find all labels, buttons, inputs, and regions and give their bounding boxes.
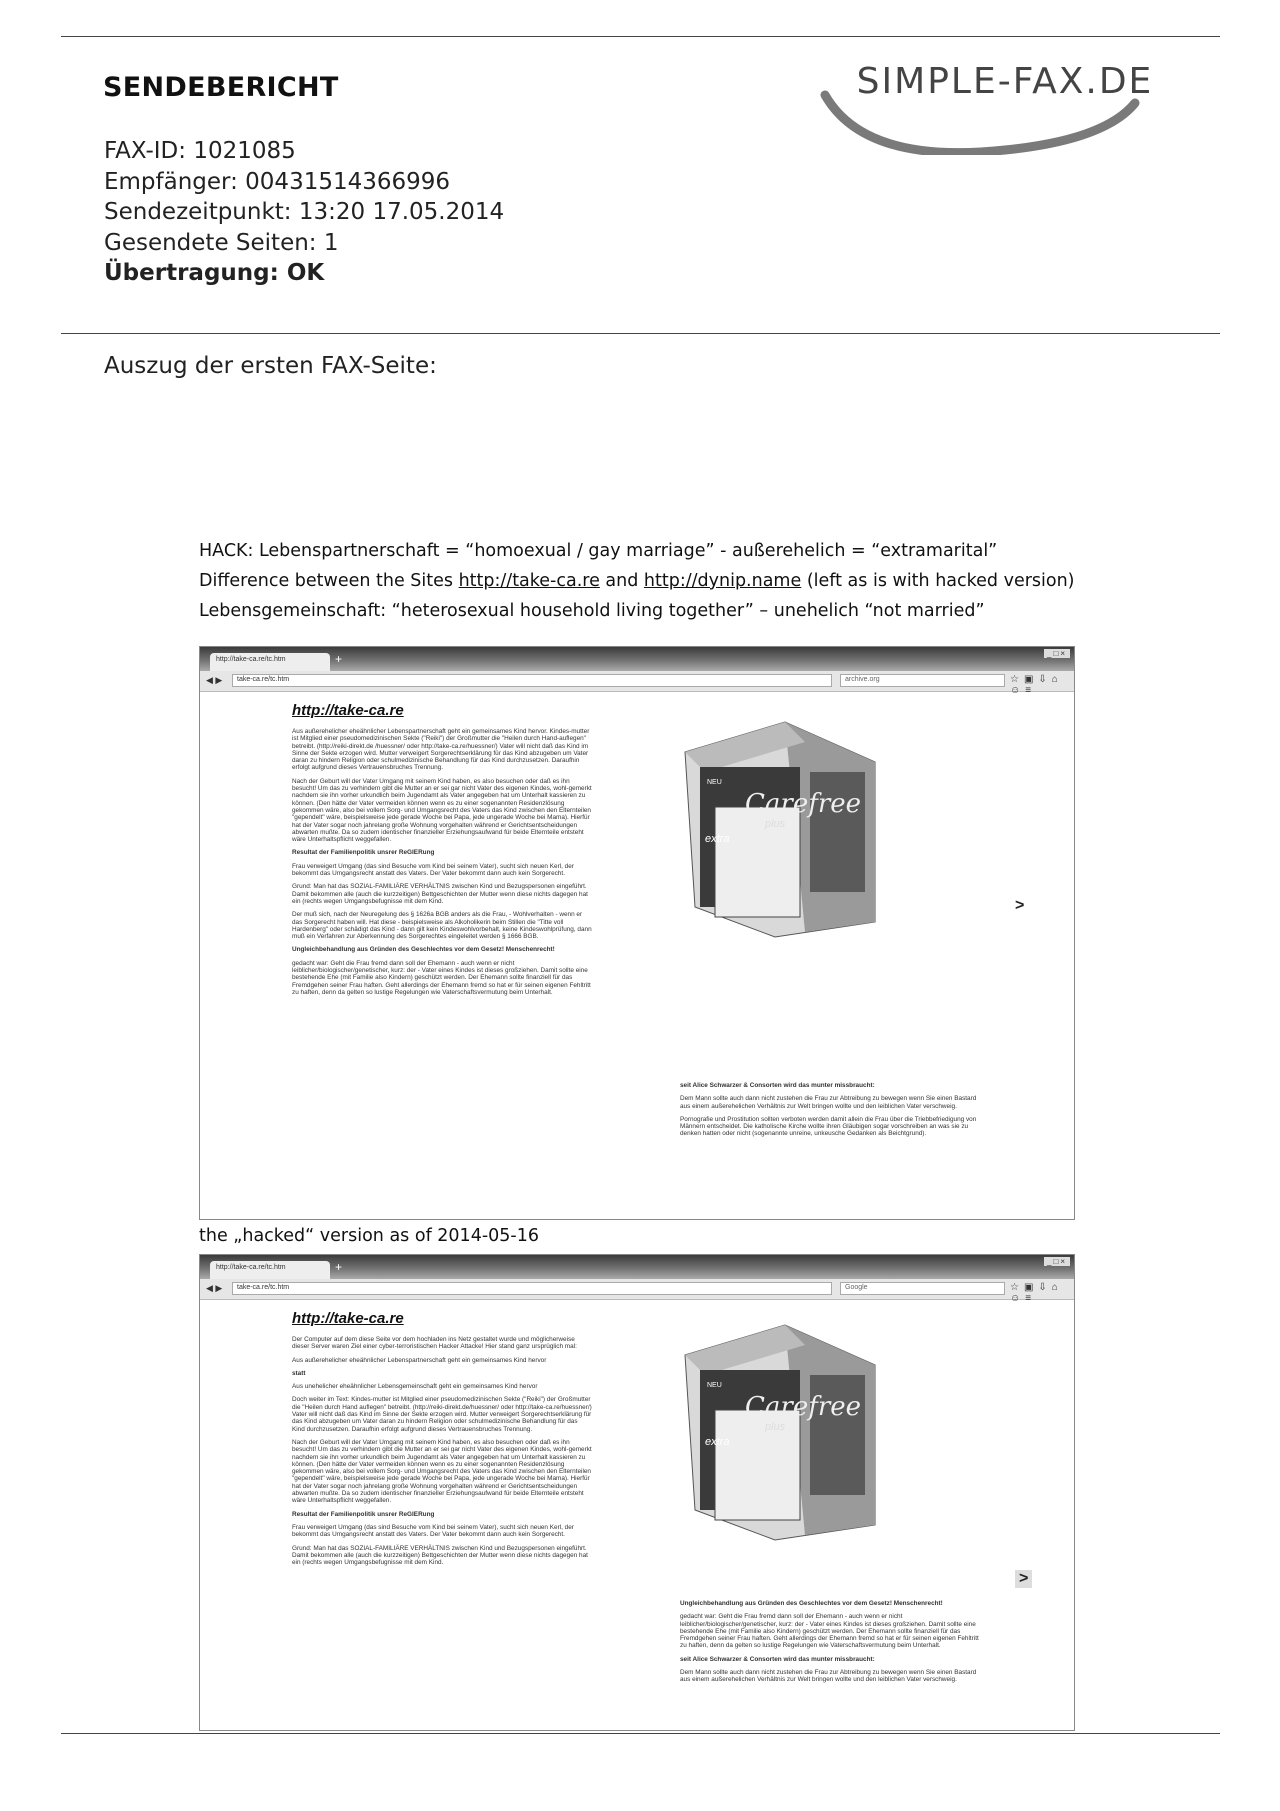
paragraph: Frau verweigert Umgang (das sind Besuche vom Kind bei seinem Vater), sucht sich neuen Kerl, der bekommt das Umgangsrecht anstatt des Vaters. Der Vater bekommt dann auch kein Sorgerecht. xyxy=(292,862,574,878)
fax-meta xyxy=(104,136,504,289)
window-controls[interactable]: _□× xyxy=(1044,649,1070,658)
paragraph: Resultat der Familienpolitik unsrer ReGIERung xyxy=(292,1510,435,1518)
right-column xyxy=(680,1600,980,1690)
toolbar-icons[interactable]: ☆▣⇩⌂☺≡ xyxy=(1010,674,1063,696)
paragraph: seit Alice Schwarzer & Consorten wird das munter missbraucht: xyxy=(680,1082,875,1089)
url-bar xyxy=(200,1279,1074,1304)
paragraph: Doch weiter im Text: Kindes-mutter ist Mitglied einer pseudomedizinischen Sekte ("Reiki") der Großmutter die "Heilen durch Hand auflegen" betreibt. (http://reiki-direkt.de/huessner/ oder http://take-ca.re/huessner/) Vater will nicht daß das Kind im Sinne der Sekte erzogen wird. Mutter verweigert Sorgerechtserklärung für das Kind abzugeben um Vater daran zu hindern Religion oder schulmedizinische Behandlung für das Kind durchzusetzen. Daraufhin erfolgt aufgrund dieses Vertrauensbruches Trennung. xyxy=(292,1396,592,1433)
browser-tab[interactable]: http://take-ca.re/tc.htm xyxy=(210,1261,330,1279)
hack-notes xyxy=(199,536,1075,626)
paragraph: Grund: Man hat das SOZIAL-FAMILIÄRE VERHÄLTNIS zwischen Kind und Bezugspersonen eingeführt. Damit bekommen alle (auch die kurzzeitigen) Bettgeschichten der Mutter wenn diese nichts dagegen hat ein (rechts wegen Umgangsbefugnisse mit dem Kind. xyxy=(292,883,588,905)
carefree-box-image xyxy=(675,712,915,942)
paragraph: Ungleichbehandlung aus Gründen des Geschlechtes vor dem Gesetz! Menschenrecht! xyxy=(680,1600,943,1607)
back-forward-icon[interactable]: ◀ ▶ xyxy=(206,1283,223,1293)
note-line-1: HACK: Lebenspartnerschaft = “homoexual / gay marriage” - außerehelich = “extramarital” xyxy=(199,541,998,561)
paragraph: seit Alice Schwarzer & Consorten wird das munter missbraucht: xyxy=(680,1655,875,1663)
site-title[interactable]: http://take-ca.re xyxy=(292,702,404,719)
paragraph: Aus außerehelicher eheähnlicher Lebenspartnerschaft geht ein gemeinsames Kind hervor. Kindes-mutter ist Mitglied einer pseudomedizinischen Sekte ("Reiki") der Großmutter die "Heilen durch Hand-auflegen" betreibt. (http://reiki-direkt.de /huessner/ oder http://take-ca.re/huessner/) Vater will nicht daß das Kind im Sinne der Sekte erzogen wird. Mutter verweigert Sorgerechtserklärung für das Kind abzugeben um Vater daran zu hindern Religion oder schulmedizinische Behandlung für das Kind durchzusetzen. Daraufhin erfolgt aufgrund dieses Vertrauensbruches Trennung. xyxy=(292,728,590,772)
svg-text:NEU: NEU xyxy=(707,1382,722,1389)
address-field[interactable]: take-ca.re/tc.htm xyxy=(232,1282,832,1295)
right-column xyxy=(680,1082,980,1144)
page-content xyxy=(200,1300,1074,1730)
browser-tab[interactable]: http://take-ca.re/tc.htm xyxy=(210,653,330,671)
paragraph: statt xyxy=(292,1369,306,1377)
tab-bar xyxy=(200,1255,1074,1279)
paragraph: Aus außerehelicher eheähnlicher Lebenspartnerschaft geht ein gemeinsames Kind hervor xyxy=(292,1356,547,1364)
svg-text:Carefree: Carefree xyxy=(745,1392,862,1422)
send-time: Sendezeitpunkt: 13:20 17.05.2014 xyxy=(104,199,505,225)
page-content xyxy=(200,692,1074,1217)
carefree-box-image xyxy=(675,1315,915,1545)
fax-id: FAX-ID: 1021085 xyxy=(104,138,296,164)
search-field[interactable]: archive.org xyxy=(840,674,1005,687)
paragraph: Resultat der Familienpolitik unsrer ReGIERung xyxy=(292,849,435,857)
search-field[interactable]: Google xyxy=(840,1282,1005,1295)
paragraph: Ungleichbehandlung aus Gründen des Geschlechtes vor dem Gesetz! Menschenrecht! xyxy=(292,946,555,954)
svg-text:plus: plus xyxy=(765,818,786,830)
paragraph: Dem Mann sollte auch dann nicht zustehen die Frau zur Abtreibung zu bewegen wenn Sie einen Bastard aus einem außerehelichen Verhältnis zur Welt bringen wollte und den leiblichen Vater verschweig. xyxy=(680,1669,977,1684)
simple-fax-logo xyxy=(805,55,1205,155)
paragraph: Nach der Geburt will der Vater Umgang mit seinem Kind haben, es also besuchen oder daß es ihn besucht! Um das zu verhindern gibt die Mutter an er sei gar nicht Vater des eigenen Kindes, wohl-gemerkt nachdem sie ihn vorher urkundlich beim Jugendamt als Vater angegeben hat um Unterhalt kassieren zu können. (Den hätte der Vater vermeiden können wenn es zu einer sogenannten Residenzlösung gekommen wäre, also bei vollem Sorg- und Umgangsrecht des Vaters das Kind zwischen den Elternteilen "gependelt" wäre, beispielsweise jede gerade Woche bei Papa, jede ungerade Woche bei Mama). Hierfür hat der Vater sogar noch jahrelang große Wohnung vorgehalten während er Gerichtsentscheidungen abwarten mußte. Da so zudem identischer finanzieller Erziehungsaufwand für beide Elternteile entsteht wäre Unterhaltspflicht weggefallen. xyxy=(292,1438,592,1505)
paragraph: Nach der Geburt will der Vater Umgang mit seinem Kind haben, es also besuchen oder daß es ihn besucht! Um das zu verhindern gibt die Mutter an er sei gar nicht Vater des eigenen Kindes, wohl-gemerkt nachdem sie ihn vorher urkundlich beim Jugendamt als Vater angegeben hat um Unterhalt kassieren zu können. (Den hätte der Vater vermeiden können wenn es zu einer sogenannten Residenzlösung gekommen wäre, also bei vollem Sorg- und Umgangsrecht des Vaters das Kind zwischen den Elternteilen "gependelt" wäre, beispielsweise jede gerade Woche bei Papa, jede ungerade Woche bei Mama). Hierfür hat der Vater sogar noch jahrelang große Wohnung vorgehalten während er Gerichtsentscheidungen abwarten mußte. Da so zudem identischer finanzieller Erziehungsaufwand für beide Elternteile entsteht wäre Unterhaltspflicht weggefallen. xyxy=(292,777,592,844)
next-arrow[interactable]: > xyxy=(1015,897,1025,914)
next-arrow[interactable]: > xyxy=(1015,1570,1032,1588)
window-controls[interactable]: _□× xyxy=(1044,1257,1070,1266)
paragraph: Frau verweigert Umgang (das sind Besuche vom Kind bei seinem Vater), sucht sich neuen Kerl, der bekommt das Umgangsrecht anstatt des Vaters. Der Vater bekommt dann auch kein Sorgerecht. xyxy=(292,1523,574,1539)
report-title: SENDEBERICHT xyxy=(103,72,339,103)
url-bar xyxy=(200,671,1074,696)
site-title[interactable]: http://take-ca.re xyxy=(292,1310,404,1327)
excerpt-label: Auszug der ersten FAX-Seite: xyxy=(104,353,437,379)
note-line-2: Difference between the Sites http://take-ca.re and http://dynip.name (left as is with hacked version) xyxy=(199,571,1075,591)
svg-text:extra: extra xyxy=(705,1436,730,1448)
browser-screenshot-hacked xyxy=(199,1254,1075,1731)
left-column xyxy=(292,1336,592,1572)
recipient: Empfänger: 00431514366996 xyxy=(104,168,451,195)
svg-text:plus: plus xyxy=(765,1421,786,1433)
logo-text: SIMPLE-FAX.DE xyxy=(856,61,1154,102)
note-line-3: Lebensgemeinschaft: “heterosexual household living together” – unehelich “not married” xyxy=(199,601,985,621)
back-forward-icon[interactable]: ◀ ▶ xyxy=(206,675,223,685)
svg-text:extra: extra xyxy=(705,833,730,845)
paragraph: Grund: Man hat das SOZIAL-FAMILIÄRE VERHÄLTNIS zwischen Kind und Bezugspersonen eingeführt. Damit bekommen alle (auch die kurzzeitigen) Bettgeschichten der Mutter wenn diese nichts dagegen hat ein (rechts wegen Umgangsbefugnisse mit dem Kind. xyxy=(292,1544,588,1567)
browser-screenshot-original xyxy=(199,646,1075,1220)
link-take-ca-re[interactable]: http://take-ca.re xyxy=(458,571,600,591)
tab-bar xyxy=(200,647,1074,671)
pages-sent: Gesendete Seiten: 1 xyxy=(104,229,339,256)
paragraph: Dem Mann sollte auch dann nicht zustehen die Frau zur Abtreibung zu bewegen wenn Sie einen Bastard aus einem außerehelichen Verhältnis zur Welt bringen wollte und den leiblichen Vater verschweig. xyxy=(680,1095,977,1110)
top-rule xyxy=(61,36,1220,37)
new-tab-icon[interactable]: + xyxy=(335,1260,343,1274)
svg-text:Carefree: Carefree xyxy=(745,789,862,819)
paragraph: gedacht war: Geht die Frau fremd dann soll der Ehemann - auch wenn er nicht leiblicher/biologischer/genetischer, kurz: der - Vater eines Kindes ist dieses großziehen. Damit sollte eine bestehende Ehe (mit Familie also Kindern) geschützt werden. Der Ehemann sollte finanziell für das Fremdgehen seiner Frau haften. Geht allerdings der Ehemann fremd so hat er für seinen eigenen Fehltritt zu haften, denn da gelten so lustige Regelungen wie Vaterschaftsvermutung beim Unterhalt. xyxy=(292,959,591,996)
bottom-rule xyxy=(61,1733,1220,1734)
toolbar-icons[interactable]: ☆▣⇩⌂☺≡ xyxy=(1010,1282,1063,1304)
paragraph: gedacht war: Geht die Frau fremd dann soll der Ehemann - auch wenn er nicht leiblicher/biologischer/genetischer, kurz: der - Vater eines Kindes ist dieses großziehen. Damit sollte eine bestehende Ehe (mit Familie also Kindern) geschützt werden. Der Ehemann sollte finanziell für das Fremdgehen seiner Frau haften. Geht allerdings der Ehemann fremd so hat er für seinen eigenen Fehltritt zu haften, denn da gelten so lustige Regelungen wie Vaterschaftsvermutung beim Unterhalt. xyxy=(680,1613,979,1650)
paragraph: Der Computer auf dem diese Seite vor dem hochladen ins Netz gestaltet wurde und möglicherweise dieser Server waren Ziel einer cyber-terroristischen Hacker Attacke! Hier stand ganz ursprüglich mal: xyxy=(292,1336,577,1351)
left-column xyxy=(292,728,592,1002)
link-dynip-name[interactable]: http://dynip.name xyxy=(643,571,802,591)
paragraph: Aus unehelicher eheähnlicher Lebensgemeinschaft geht ein gemeinsames Kind hervor xyxy=(292,1383,538,1391)
paragraph: Der muß sich, nach der Neuregelung des § 1626a BGB anders als die Frau, - Wohlverhalten - wenn er das Sorgerecht haben will. Hat diese - beispielsweise als Alkoholikerin beim Stillen die "Titte voll Hardenberg" oder schädigt das Kind - dann gilt kein Kindeswohlvorbehalt, keine Kindeswohlprüfung, dann muß ein Verfahren zur Aberkennung des Sorgerechtes eingeleitet werden § 1666 BGB. xyxy=(292,911,592,941)
transmission-status: Übertragung: OK xyxy=(104,260,325,286)
paragraph: Pornografie und Prostitution sollten verboten werden damit allein die Frau über die Triebbefriedigung von Männern entscheidet. Die katholische Kirche wollte ihren Gläubigen sogar vorschreiben an was sie zu denken hatten oder nicht (sogenannte unreine, unkeusche Gedanken als Beichtgrund). xyxy=(680,1115,977,1138)
hacked-caption: the „hacked“ version as of 2014-05-16 xyxy=(199,1226,539,1246)
svg-text:NEU: NEU xyxy=(707,779,722,786)
address-field[interactable]: take-ca.re/tc.htm xyxy=(232,674,832,687)
middle-rule xyxy=(61,333,1220,334)
new-tab-icon[interactable]: + xyxy=(335,652,343,666)
